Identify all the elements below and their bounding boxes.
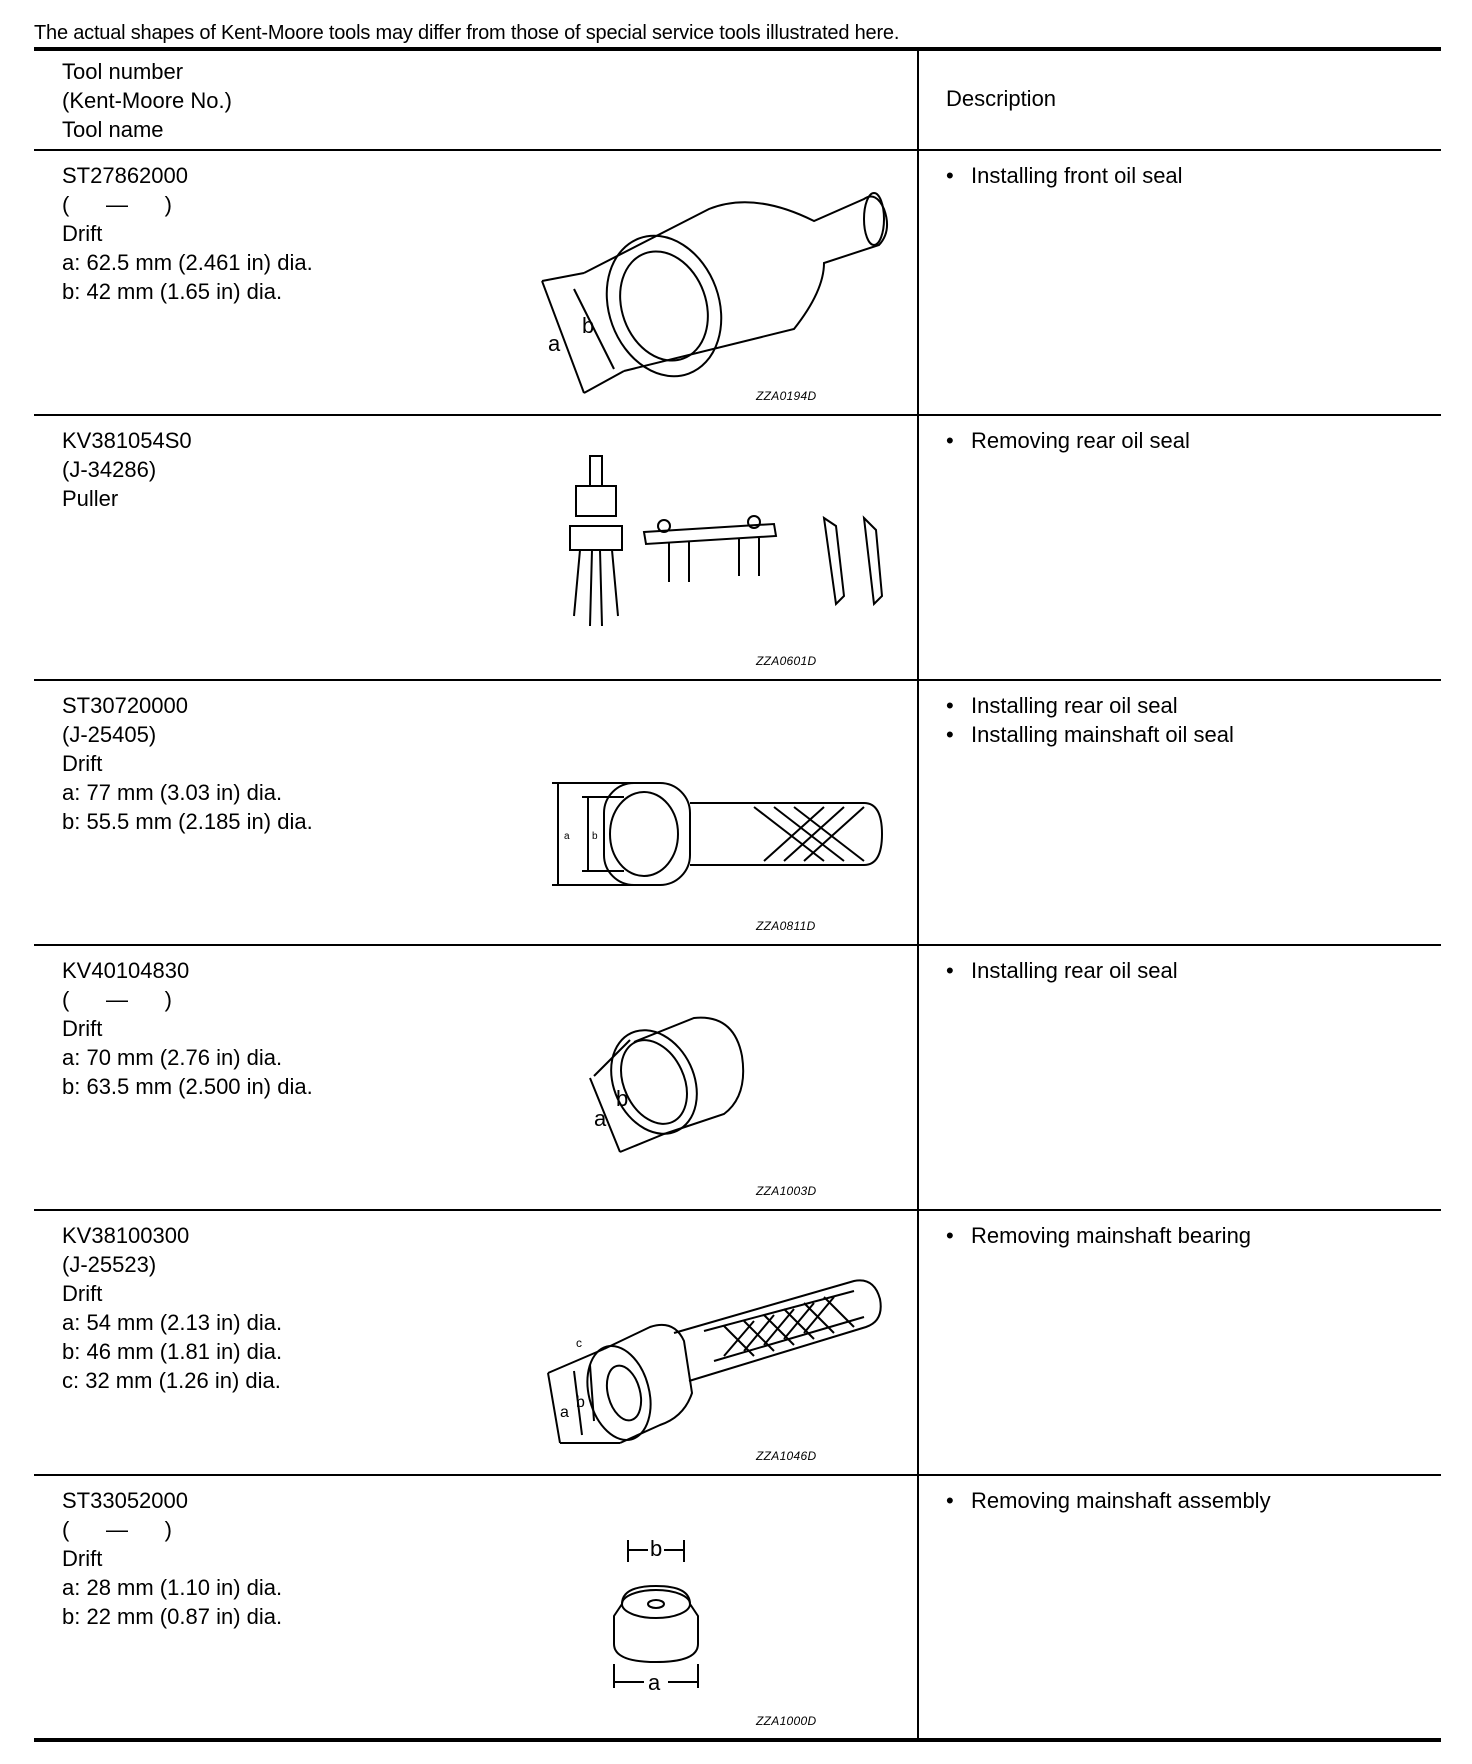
description-item: Installing front oil seal	[971, 163, 1183, 188]
bullet: •	[946, 1488, 954, 1513]
bullet: •	[946, 163, 954, 188]
description	[946, 426, 1190, 455]
tool-name: Drift	[62, 1016, 103, 1041]
figure-code: ZZA0811D	[756, 919, 816, 933]
bullet: •	[946, 693, 954, 718]
label-b: b	[582, 313, 595, 338]
dimension-a: a: 62.5 mm (2.461 in) dia.	[62, 250, 313, 275]
kent-moore-number: (J-25405)	[62, 722, 157, 747]
drift-illustration	[524, 1486, 904, 1734]
label-a: a	[594, 1106, 607, 1131]
description	[946, 1221, 1251, 1250]
tool-info	[62, 161, 313, 306]
tool-info	[62, 956, 313, 1101]
tool-name: Drift	[62, 221, 103, 246]
tool-info	[62, 426, 192, 513]
tool-column-header	[62, 57, 232, 144]
header-line: Tool number	[62, 59, 184, 84]
tool-name: Drift	[62, 751, 103, 776]
kent-moore-number: ( — )	[62, 192, 172, 217]
label-b: b	[592, 831, 598, 842]
description	[946, 956, 1178, 985]
header-line: (Kent-Moore No.)	[62, 88, 232, 113]
tool-row	[34, 1211, 1441, 1474]
figure-code: ZZA1046D	[756, 1449, 817, 1463]
bottom-rule	[34, 1738, 1441, 1742]
description-item: Removing mainshaft assembly	[971, 1488, 1271, 1513]
dimension-a: a: 70 mm (2.76 in) dia.	[62, 1045, 283, 1070]
label-b: b	[616, 1086, 629, 1111]
label-a: a	[648, 1670, 661, 1695]
drift-illustration	[524, 956, 904, 1204]
tool-number: KV381054S0	[62, 428, 192, 453]
tool-info	[62, 691, 313, 836]
description	[946, 161, 1183, 190]
dimension-b: b: 55.5 mm (2.185 in) dia.	[62, 809, 313, 834]
tool-number: ST30720000	[62, 693, 188, 718]
description-item: Installing mainshaft oil seal	[971, 722, 1234, 747]
description	[946, 691, 1234, 749]
kent-moore-number: ( — )	[62, 1517, 172, 1542]
kent-moore-number: ( — )	[62, 987, 172, 1012]
tool-name: Puller	[62, 486, 119, 511]
bullet: •	[946, 958, 954, 983]
drift-illustration	[524, 1221, 904, 1469]
description-item: Installing rear oil seal	[971, 693, 1178, 718]
label-a: a	[560, 1404, 569, 1421]
dimension-b: b: 63.5 mm (2.500 in) dia.	[62, 1074, 313, 1099]
page-note: The actual shapes of Kent-Moore tools may differ from those of special service tools illustrated here.	[34, 22, 900, 44]
description	[946, 1486, 1271, 1515]
kent-moore-number: (J-25523)	[62, 1252, 157, 1277]
tool-number: KV40104830	[62, 958, 190, 983]
dimension-b: b: 22 mm (0.87 in) dia.	[62, 1604, 283, 1629]
label-c: c	[576, 1336, 582, 1350]
tool-number: ST33052000	[62, 1488, 188, 1513]
description-item: Removing mainshaft bearing	[971, 1223, 1252, 1248]
tool-row	[34, 416, 1441, 679]
figure-code: ZZA0194D	[756, 389, 817, 403]
tool-info	[62, 1221, 282, 1395]
tool-row	[34, 151, 1441, 414]
dimension-a: a: 77 mm (3.03 in) dia.	[62, 780, 283, 805]
tool-row	[34, 946, 1441, 1209]
drift-illustration	[524, 691, 904, 939]
tool-name: Drift	[62, 1281, 103, 1306]
tool-row	[34, 681, 1441, 944]
tool-number: ST27862000	[62, 163, 188, 188]
dimension-b: b: 46 mm (1.81 in) dia.	[62, 1339, 283, 1364]
description-item: Removing rear oil seal	[971, 428, 1190, 453]
tool-info	[62, 1486, 282, 1631]
tool-number: KV38100300	[62, 1223, 190, 1248]
bullet: •	[946, 722, 954, 747]
label-b: b	[650, 1536, 663, 1561]
description-item: Installing rear oil seal	[971, 958, 1178, 983]
label-a: a	[564, 831, 570, 842]
label-b: b	[576, 1394, 585, 1411]
tool-row	[34, 1476, 1441, 1739]
kent-moore-number: (J-34286)	[62, 457, 157, 482]
header-line: Tool name	[62, 117, 164, 142]
puller-illustration	[524, 426, 904, 674]
top-rule	[34, 47, 1441, 51]
drift-illustration	[524, 161, 904, 409]
figure-code: ZZA0601D	[756, 654, 817, 668]
description-column-header: Description	[946, 86, 1057, 111]
bullet: •	[946, 428, 954, 453]
dimension-b: b: 42 mm (1.65 in) dia.	[62, 279, 283, 304]
tool-name: Drift	[62, 1546, 103, 1571]
dimension-a: a: 28 mm (1.10 in) dia.	[62, 1575, 283, 1600]
dimension-a: a: 54 mm (2.13 in) dia.	[62, 1310, 283, 1335]
bullet: •	[946, 1223, 954, 1248]
dimension-c: c: 32 mm (1.26 in) dia.	[62, 1368, 281, 1393]
figure-code: ZZA1003D	[756, 1184, 817, 1198]
label-a: a	[548, 331, 561, 356]
figure-code: ZZA1000D	[756, 1714, 817, 1728]
